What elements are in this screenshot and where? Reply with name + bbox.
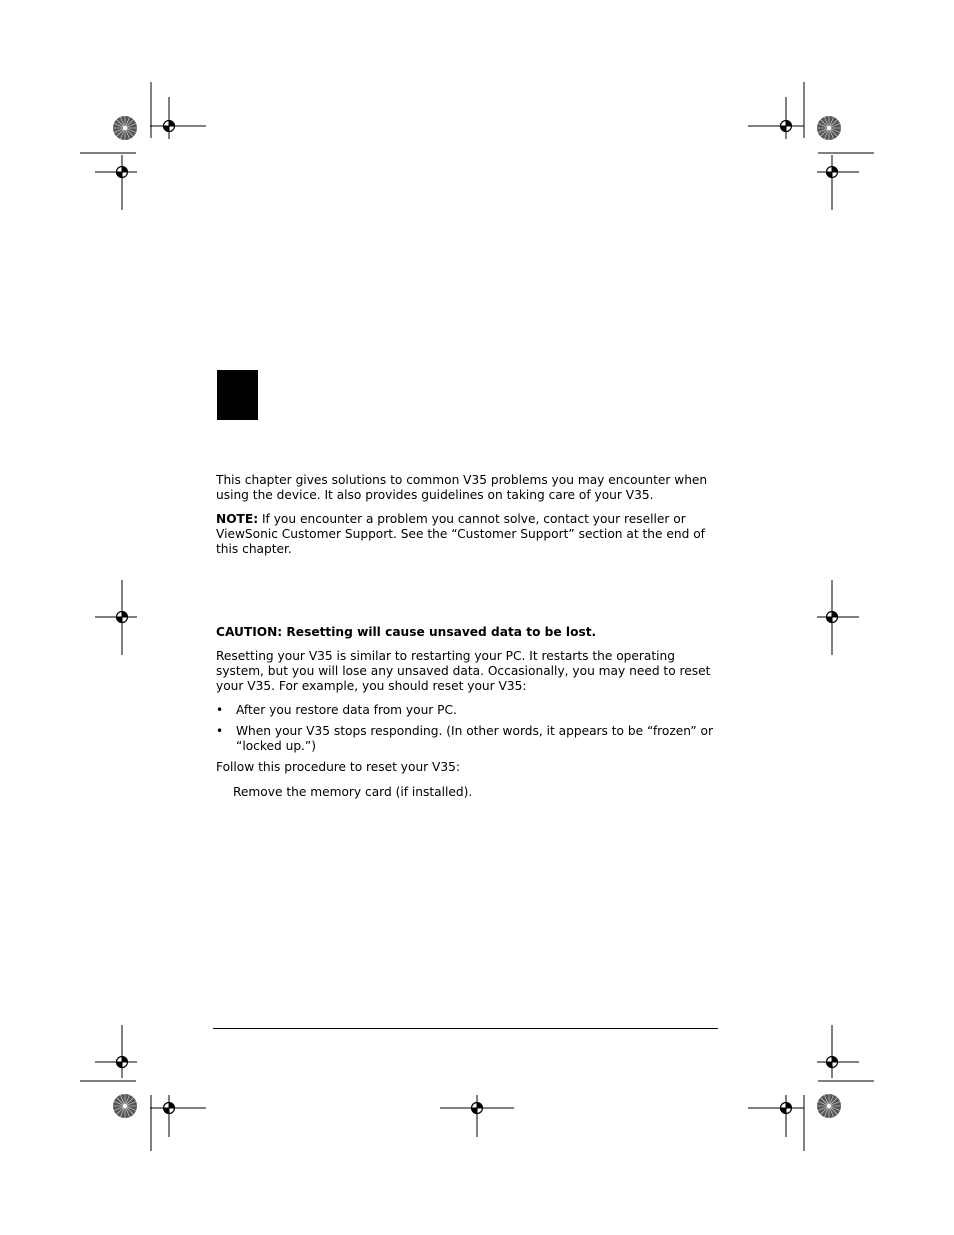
caution-text: CAUTION: Resetting will cause unsaved data to be lost. [216, 625, 597, 639]
star-target-icon [113, 116, 137, 140]
registration-target-icon [467, 1098, 487, 1118]
bullet-icon: • [216, 703, 224, 717]
registration-target-icon [776, 116, 796, 136]
procedure-step: Remove the memory card (if installed). [233, 785, 473, 799]
registration-target-icon [822, 1052, 842, 1072]
intro-paragraph: This chapter gives solutions to common V35 problems you may encounter when using the device. It also provides guidelines on taking care of your V35. [216, 473, 708, 502]
reset-paragraph: Resetting your V35 is similar to restarting your PC. It restarts the operating system, but you will lose any unsaved data. Occasionally, you may need to reset your V35. For example, you should reset your V35: [216, 649, 711, 693]
registration-target-icon [822, 162, 842, 182]
list-item-text: When your V35 stops responding. (In other words, it appears to be “frozen” or “locked up.”) [236, 724, 713, 753]
registration-target-icon [159, 1098, 179, 1118]
note-paragraph [216, 512, 721, 557]
star-target-icon [113, 1094, 137, 1118]
registration-target-icon [112, 1052, 132, 1072]
bullet-icon: • [216, 724, 224, 738]
registration-target-icon [159, 116, 179, 136]
registration-target-icon [822, 607, 842, 627]
registration-target-icon [112, 162, 132, 182]
registration-target-icon [112, 607, 132, 627]
procedure-intro: Follow this procedure to reset your V35: [216, 760, 461, 774]
note-label: NOTE: [216, 512, 259, 526]
list-item-text: After you restore data from your PC. [236, 703, 457, 717]
star-target-icon [817, 116, 841, 140]
note-text: If you encounter a problem you cannot solve, contact your reseller or ViewSonic Customer Support. See the “Customer Support” section at the end of this chapter. [216, 512, 705, 556]
footer-rule [213, 1028, 718, 1029]
star-target-icon [817, 1094, 841, 1118]
chapter-tab-block [217, 370, 258, 420]
registration-target-icon [776, 1098, 796, 1118]
